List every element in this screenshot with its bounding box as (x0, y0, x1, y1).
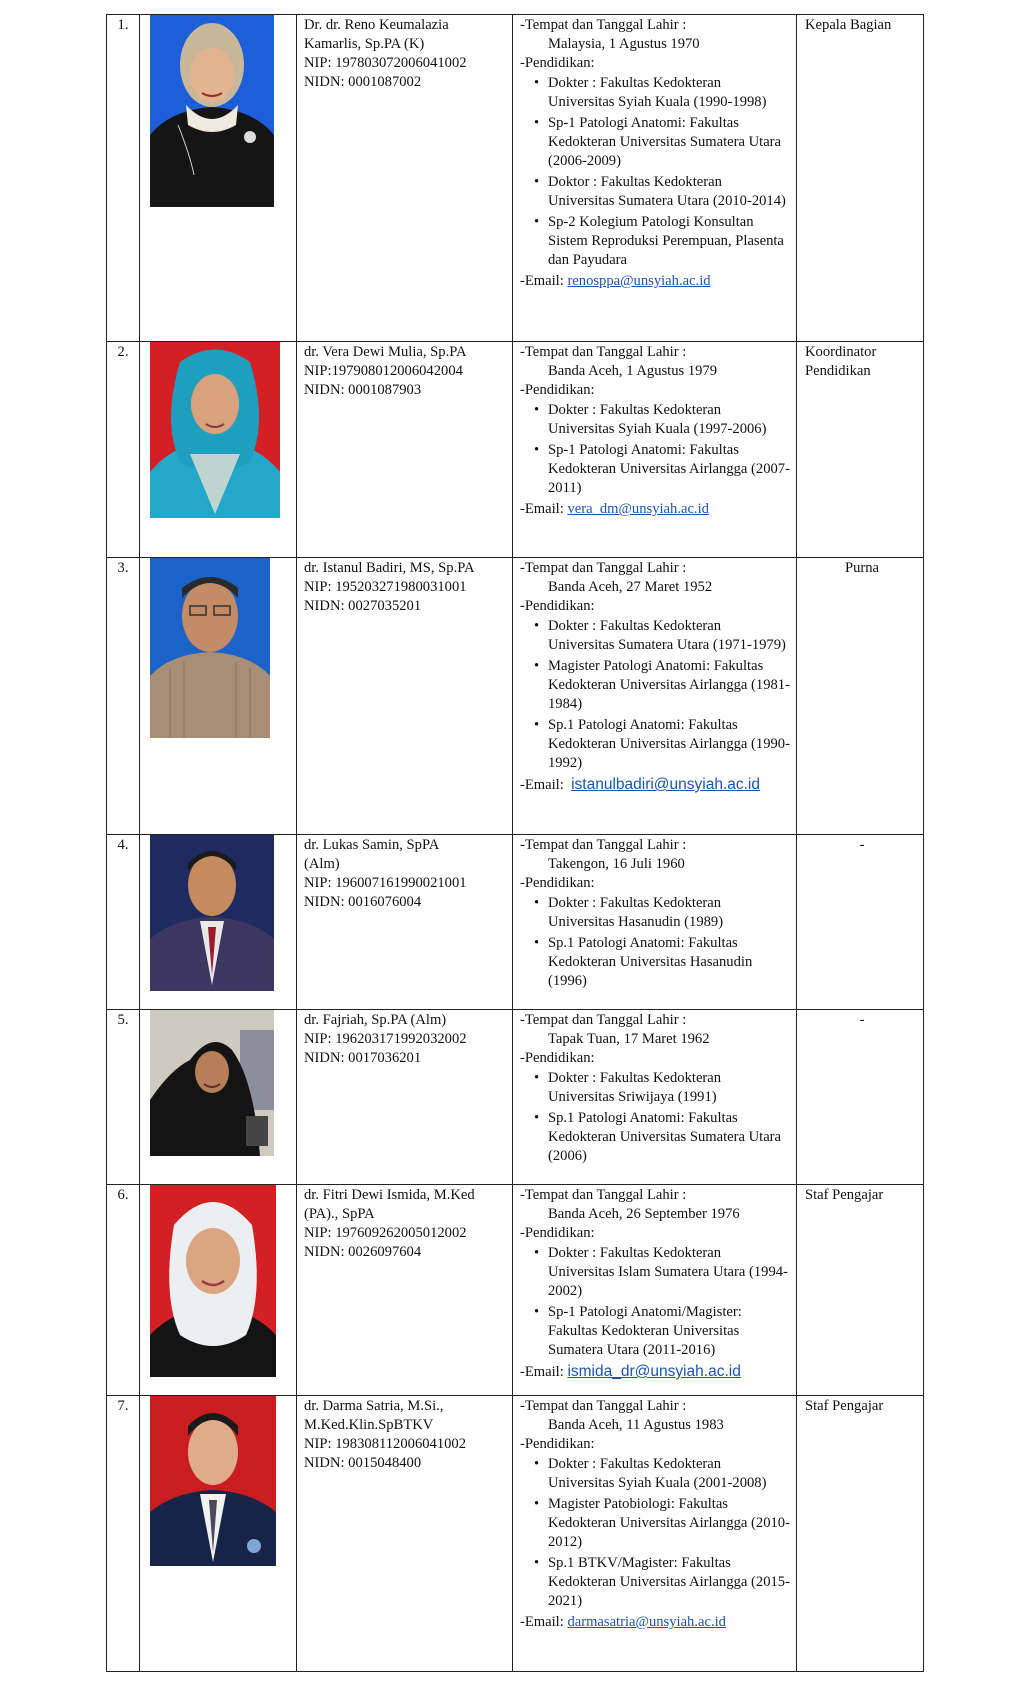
table-row (107, 1396, 924, 1672)
education-item: • Dokter : Fakultas Kedokteran Universitas Islam Sumatera Utara (1994-2002) (520, 1244, 790, 1301)
education-item: • Sp-1 Patologi Anatomi/Magister: Fakultas Kedokteran Universitas Sumatera Utara (2011-2016) (520, 1303, 790, 1360)
staff-nip: NIP: 198308112006041002 (304, 1436, 467, 1452)
education-list (520, 1069, 790, 1166)
staff-table (106, 14, 924, 1672)
staff-name-line1: dr. Fajriah, Sp.PA (Alm) (304, 1012, 447, 1028)
education-item: • Sp-1 Patologi Anatomi: Fakultas Kedokteran Universitas Airlangga (2007-2011) (520, 441, 790, 498)
birth-label: -Tempat dan Tanggal Lahir : (520, 837, 687, 853)
education-list (520, 401, 790, 498)
email-link[interactable]: ismida_dr@unsyiah.ac.id (567, 1363, 741, 1380)
birth-value: Malaysia, 1 Agustus 1970 (548, 36, 700, 52)
row-number: 6. (107, 1185, 140, 1396)
row-number: 2. (107, 342, 140, 558)
email-link[interactable]: renosppa@unsyiah.ac.id (567, 273, 711, 289)
email-line (520, 272, 790, 291)
education-label: -Pendidikan: (520, 1050, 595, 1066)
education-list (520, 1244, 790, 1360)
education-label: -Pendidikan: (520, 598, 595, 614)
staff-nip: NIP: 197803072006041002 (304, 55, 467, 71)
email-label: -Email: (520, 1364, 564, 1380)
birth-value: Takengon, 16 Juli 1960 (548, 856, 685, 872)
staff-name-line1: dr. Lukas Samin, SpPA (304, 837, 440, 853)
staff-nidn: NIDN: 0027035201 (304, 598, 422, 614)
table-row (107, 1010, 924, 1185)
birth-label: -Tempat dan Tanggal Lahir : (520, 17, 687, 33)
email-link[interactable]: istanulbadiri@unsyiah.ac.id (571, 776, 760, 793)
education-item: • Sp.1 Patologi Anatomi: Fakultas Kedokteran Universitas Hasanudin (1996) (520, 934, 790, 991)
position-cell: Purna (797, 558, 924, 835)
education-item: • Sp.1 Patologi Anatomi: Fakultas Kedokteran Universitas Sumatera Utara (2006) (520, 1109, 790, 1166)
email-label: -Email: (520, 501, 564, 517)
staff-nip: NIP: 195203271980031001 (304, 579, 467, 595)
education-item: • Dokter : Fakultas Kedokteran Universitas Syiah Kuala (1990-1998) (520, 74, 790, 112)
row-number: 4. (107, 835, 140, 1010)
staff-nidn: NIDN: 0015048400 (304, 1455, 422, 1471)
birth-value: Banda Aceh, 1 Agustus 1979 (548, 363, 718, 379)
staff-photo (150, 1396, 296, 1566)
staff-name-line2: (PA)., SpPA (304, 1206, 375, 1222)
education-list (520, 1455, 790, 1611)
staff-photo (150, 15, 296, 207)
position-cell: Koordinator Pendidikan (797, 342, 924, 558)
birth-label: -Tempat dan Tanggal Lahir : (520, 344, 687, 360)
row-number: 3. (107, 558, 140, 835)
education-item: • Sp.1 BTKV/Magister: Fakultas Kedokteran Universitas Airlangga (2015-2021) (520, 1554, 790, 1611)
staff-name-line2: Kamarlis, Sp.PA (K) (304, 36, 425, 52)
table-row (107, 558, 924, 835)
education-item: • Dokter : Fakultas Kedokteran Universitas Syiah Kuala (1997-2006) (520, 401, 790, 439)
education-label: -Pendidikan: (520, 1436, 595, 1452)
table-row (107, 1185, 924, 1396)
email-line (520, 1362, 790, 1382)
education-item: • Sp.1 Patologi Anatomi: Fakultas Kedokteran Universitas Airlangga (1990-1992) (520, 716, 790, 773)
staff-nidn: NIDN: 0016076004 (304, 894, 422, 910)
email-line (520, 775, 790, 795)
staff-name-line2: M.Ked.Klin.SpBTKV (304, 1417, 434, 1433)
education-list (520, 894, 790, 991)
education-item: • Magister Patobiologi: Fakultas Kedokteran Universitas Airlangga (2010-2012) (520, 1495, 790, 1552)
row-number: 5. (107, 1010, 140, 1185)
staff-nidn: NIDN: 0001087903 (304, 382, 422, 398)
birth-label: -Tempat dan Tanggal Lahir : (520, 1012, 687, 1028)
education-label: -Pendidikan: (520, 382, 595, 398)
education-label: -Pendidikan: (520, 1225, 595, 1241)
staff-nidn: NIDN: 0001087002 (304, 74, 422, 90)
staff-photo (150, 835, 296, 991)
education-list (520, 74, 790, 270)
education-item: • Dokter : Fakultas Kedokteran Universitas Syiah Kuala (2001-2008) (520, 1455, 790, 1493)
education-item: • Dokter : Fakultas Kedokteran Universitas Sumatera Utara (1971-1979) (520, 617, 790, 655)
staff-name-line1: Dr. dr. Reno Keumalazia (304, 17, 449, 33)
staff-nip: NIP: 196203171992032002 (304, 1031, 467, 1047)
staff-photo (150, 342, 296, 518)
staff-name-line1: dr. Fitri Dewi Ismida, M.Ked (304, 1187, 475, 1203)
email-label: -Email: (520, 1614, 564, 1630)
staff-name-line1: dr. Istanul Badiri, MS, Sp.PA (304, 560, 475, 576)
staff-nidn: NIDN: 0017036201 (304, 1050, 422, 1066)
education-label: -Pendidikan: (520, 875, 595, 891)
staff-photo (150, 1185, 296, 1377)
staff-name-line1: dr. Darma Satria, M.Si., (304, 1398, 444, 1414)
table-row (107, 342, 924, 558)
row-number: 1. (107, 15, 140, 342)
email-line (520, 500, 790, 519)
position-cell: Staf Pengajar (797, 1396, 924, 1672)
email-label: -Email: (520, 777, 564, 793)
email-line (520, 1613, 790, 1632)
birth-value: Banda Aceh, 26 September 1976 (548, 1206, 740, 1222)
email-label: -Email: (520, 273, 564, 289)
staff-nip: NIP: 196007161990021001 (304, 875, 467, 891)
position-cell: - (797, 835, 924, 1010)
staff-name-line2: (Alm) (304, 856, 340, 872)
education-item: • Sp-2 Kolegium Patologi Konsultan Sistem Reproduksi Perempuan, Plasenta dan Payudara (520, 213, 790, 270)
birth-value: Tapak Tuan, 17 Maret 1962 (548, 1031, 710, 1047)
birth-label: -Tempat dan Tanggal Lahir : (520, 560, 687, 576)
education-item: • Dokter : Fakultas Kedokteran Universitas Hasanudin (1989) (520, 894, 790, 932)
row-number: 7. (107, 1396, 140, 1672)
education-item: • Doktor : Fakultas Kedokteran Universitas Sumatera Utara (2010-2014) (520, 173, 790, 211)
education-list (520, 617, 790, 773)
staff-name-line1: dr. Vera Dewi Mulia, Sp.PA (304, 344, 467, 360)
staff-photo (150, 1010, 296, 1156)
email-link[interactable]: vera_dm@unsyiah.ac.id (567, 501, 709, 517)
education-item: • Magister Patologi Anatomi: Fakultas Kedokteran Universitas Airlangga (1981-1984) (520, 657, 790, 714)
position-cell: Kepala Bagian (797, 15, 924, 342)
table-row (107, 835, 924, 1010)
education-item: • Sp-1 Patologi Anatomi: Fakultas Kedokteran Universitas Sumatera Utara (2006-2009) (520, 114, 790, 171)
position-cell: Staf Pengajar (797, 1185, 924, 1396)
staff-nip: NIP:197908012006042004 (304, 363, 463, 379)
staff-nidn: NIDN: 0026097604 (304, 1244, 422, 1260)
staff-nip: NIP: 197609262005012002 (304, 1225, 467, 1241)
education-item: • Dokter : Fakultas Kedokteran Universitas Sriwijaya (1991) (520, 1069, 790, 1107)
education-label: -Pendidikan: (520, 55, 595, 71)
birth-label: -Tempat dan Tanggal Lahir : (520, 1187, 687, 1203)
email-link[interactable]: darmasatria@unsyiah.ac.id (567, 1614, 726, 1630)
birth-label: -Tempat dan Tanggal Lahir : (520, 1398, 687, 1414)
birth-value: Banda Aceh, 11 Agustus 1983 (548, 1417, 724, 1433)
staff-photo (150, 558, 296, 738)
position-cell: - (797, 1010, 924, 1185)
table-row (107, 15, 924, 342)
birth-value: Banda Aceh, 27 Maret 1952 (548, 579, 713, 595)
